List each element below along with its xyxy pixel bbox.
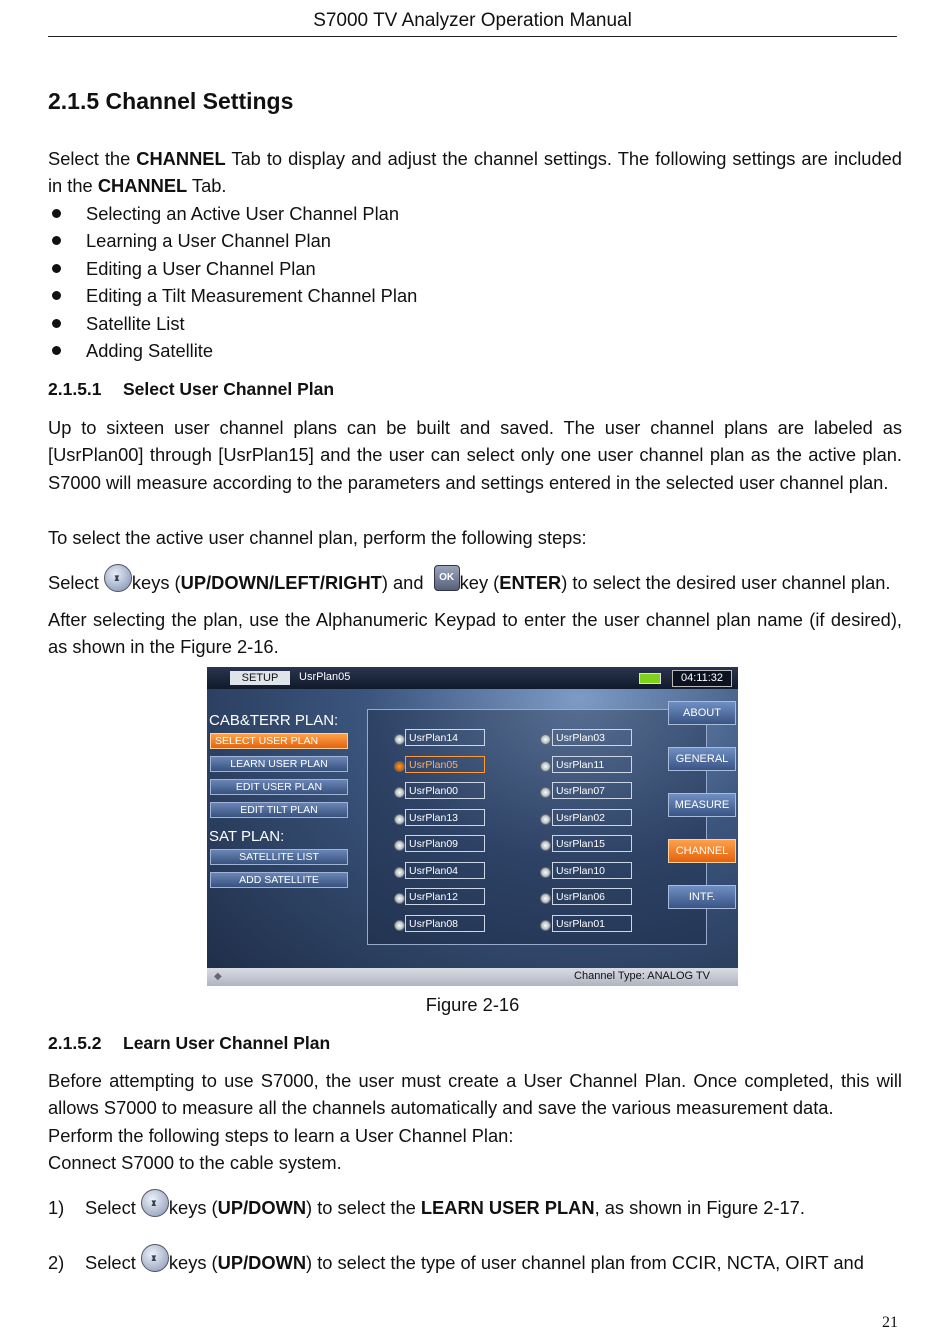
plan-radio	[394, 867, 405, 878]
key-up: UP	[217, 1252, 244, 1273]
select-text: Select	[85, 1252, 141, 1273]
plan-option: UsrPlan01	[552, 915, 632, 932]
plan-option: UsrPlan00	[405, 782, 485, 799]
plan-radio	[540, 893, 551, 904]
bullet-text: Editing a Tilt Measurement Channel Plan	[86, 285, 418, 306]
key-enter: ENTER	[499, 572, 562, 593]
bullet-dot-icon	[52, 319, 61, 328]
intro-text-2: Tab to display and adjust the channel settings. The following settings are included in the	[48, 148, 902, 197]
plan-radio	[540, 814, 551, 825]
bullet-text: Learning a User Channel Plan	[86, 230, 331, 251]
subsection-title: Select User Channel Plan	[123, 379, 335, 399]
channel-type-status: Channel Type: ANALOG TV	[574, 970, 710, 982]
plan-option: UsrPlan04	[405, 862, 485, 879]
plan-option: UsrPlan09	[405, 835, 485, 852]
signal-icon: ◆	[214, 971, 222, 982]
paragraph-steps-intro: To select the active user channel plan, perform the following steps:	[48, 527, 587, 548]
plan-radio	[540, 920, 551, 931]
keys-text: keys (	[168, 1252, 218, 1273]
battery-icon	[639, 673, 661, 684]
plan-option: UsrPlan11	[552, 756, 632, 773]
channel-tab: CHANNEL	[668, 839, 736, 863]
bullet-item	[52, 310, 185, 337]
bullet-item	[52, 227, 331, 254]
bullet-dot-icon	[52, 346, 61, 355]
key-slash: /	[243, 1252, 249, 1273]
bullet-dot-icon	[52, 209, 61, 218]
screen-top-bar	[207, 667, 738, 689]
step-number: 1)	[48, 1197, 65, 1218]
plan-option: UsrPlan02	[552, 809, 632, 826]
plan-radio	[540, 840, 551, 851]
plan-radio-selected	[394, 761, 405, 772]
plan-radio	[394, 787, 405, 798]
key-text: key (	[459, 572, 500, 593]
plan-radio	[394, 814, 405, 825]
page-number: 21	[882, 1314, 898, 1331]
setup-screen-figure	[207, 667, 738, 986]
plan-option: UsrPlan13	[405, 809, 485, 826]
plan-option: UsrPlan07	[552, 782, 632, 799]
up-down-keys-icon	[141, 1189, 169, 1217]
key-up: UP	[217, 1197, 244, 1218]
clock-display: 04:11:32	[672, 670, 732, 687]
subsection-number: 2.1.5.1	[48, 379, 102, 399]
plan-radio	[540, 787, 551, 798]
bullet-text: Editing a User Channel Plan	[86, 258, 316, 279]
bullet-text: Satellite List	[86, 313, 185, 334]
paragraph-channel-plans: Up to sixteen user channel plans can be built and saved. The user channel plans are labeled as [UsrPlan00] through [UsrPlan15] and the user can select only one user channel plan as the active plan. S7000 will measure according to the parameters and settings entered in the selected user channel plan.	[48, 417, 902, 493]
learn-user-plan-term: LEARN USER PLAN	[420, 1197, 595, 1218]
cab-terr-plan-header: CAB&TERR PLAN:	[209, 712, 339, 729]
satellite-list-button: SATELLITE LIST	[210, 849, 348, 865]
edit-user-plan-button: EDIT USER PLAN	[210, 779, 348, 795]
select-keys-line	[48, 569, 902, 598]
intro-paragraph	[48, 145, 902, 200]
step-2	[48, 1249, 902, 1278]
navigation-keys-icon	[104, 564, 132, 592]
plan-option: UsrPlan03	[552, 729, 632, 746]
bullet-item	[52, 337, 213, 364]
key-down: DOWN	[248, 1252, 307, 1273]
select-the-text: ) to select the	[306, 1197, 421, 1218]
key-up: UP	[180, 572, 207, 593]
paragraph-connect: Connect S7000 to the cable system.	[48, 1152, 342, 1173]
step-1	[48, 1194, 902, 1223]
general-tab: GENERAL	[668, 747, 736, 771]
step-number: 2)	[48, 1252, 65, 1273]
key-slash: /	[269, 572, 275, 593]
learn-user-plan-button: LEARN USER PLAN	[210, 756, 348, 772]
plan-radio	[394, 920, 405, 931]
plan-option: UsrPlan14	[405, 729, 485, 746]
subsection-heading-2	[48, 1033, 330, 1054]
running-header: S7000 TV Analyzer Operation Manual	[313, 10, 632, 31]
paragraph-learn-steps: Perform the following steps to learn a User Channel Plan:	[48, 1125, 514, 1146]
plan-radio	[540, 734, 551, 745]
edit-tilt-plan-button: EDIT TILT PLAN	[210, 802, 348, 818]
plan-radio	[394, 734, 405, 745]
key-down: DOWN	[211, 572, 270, 593]
measure-tab: MEASURE	[668, 793, 736, 817]
plan-option: UsrPlan15	[552, 835, 632, 852]
key-slash: /	[319, 572, 325, 593]
keys-text: keys (	[131, 572, 181, 593]
intro-text-1: Select the	[48, 148, 137, 169]
bullet-text: Adding Satellite	[86, 340, 214, 361]
header-rule	[48, 36, 897, 37]
key-slash: /	[206, 572, 212, 593]
plan-option: UsrPlan10	[552, 862, 632, 879]
key-right: RIGHT	[324, 572, 382, 593]
plan-radio	[540, 867, 551, 878]
select-text: Select	[48, 572, 104, 593]
plan-option: UsrPlan12	[405, 888, 485, 905]
ok-key-icon: OK	[434, 565, 460, 591]
bullet-text: Selecting an Active User Channel Plan	[86, 203, 399, 224]
sat-plan-header: SAT PLAN:	[209, 828, 285, 845]
figure-ref-text: , as shown in Figure 2-17.	[594, 1197, 805, 1218]
plan-option: UsrPlan06	[552, 888, 632, 905]
bullet-dot-icon	[52, 236, 61, 245]
plan-radio	[394, 840, 405, 851]
intro-text-3: Tab.	[187, 175, 227, 197]
active-plan-label: UsrPlan05	[299, 671, 351, 683]
intro-bold-1: CHANNEL	[136, 148, 226, 169]
select-user-plan-button: SELECT USER PLAN	[210, 733, 348, 749]
subsection-number: 2.1.5.2	[48, 1033, 102, 1053]
select-plan-text: ) to select the desired user channel plan.	[561, 572, 891, 593]
paragraph-learn-intro: Before attempting to use S7000, the user must create a User Channel Plan. Once completed, this will allows S7000 to measure all the channels automatically and save the various measurement data.	[48, 1070, 902, 1119]
key-slash: /	[243, 1197, 249, 1218]
plan-option: UsrPlan08	[405, 915, 485, 932]
paragraph-keypad: After selecting the plan, use the Alphanumeric Keypad to enter the user channel plan name (if desired), as shown in the Figure 2-16.	[48, 609, 902, 658]
key-down: DOWN	[248, 1197, 307, 1218]
key-left: LEFT	[274, 572, 320, 593]
about-tab: ABOUT	[668, 701, 736, 725]
plan-radio	[394, 893, 405, 904]
add-satellite-button: ADD SATELLITE	[210, 872, 348, 888]
subsection-title: Learn User Channel Plan	[123, 1033, 331, 1053]
up-down-keys-icon	[141, 1244, 169, 1272]
setup-tab: SETUP	[230, 671, 290, 685]
plan-option-selected: UsrPlan05	[405, 756, 485, 773]
intro-bold-2: CHANNEL	[97, 175, 188, 197]
bullet-item	[52, 255, 316, 282]
section-title: 2.1.5 Channel Settings	[48, 88, 294, 114]
and-text: ) and	[381, 572, 429, 593]
keys-text: keys (	[168, 1197, 218, 1218]
plan-type-text: ) to select the type of user channel plan from CCIR, NCTA, OIRT and	[306, 1252, 864, 1273]
subsection-heading-1	[48, 379, 334, 400]
screen-status-bar	[207, 968, 738, 986]
plan-radio	[540, 761, 551, 772]
bullet-item	[52, 200, 399, 227]
intf-tab: INTF.	[668, 885, 736, 909]
select-text: Select	[85, 1197, 141, 1218]
bullet-dot-icon	[52, 264, 61, 273]
figure-caption: Figure 2-16	[425, 994, 520, 1015]
bullet-item	[52, 282, 417, 309]
bullet-dot-icon	[52, 291, 61, 300]
